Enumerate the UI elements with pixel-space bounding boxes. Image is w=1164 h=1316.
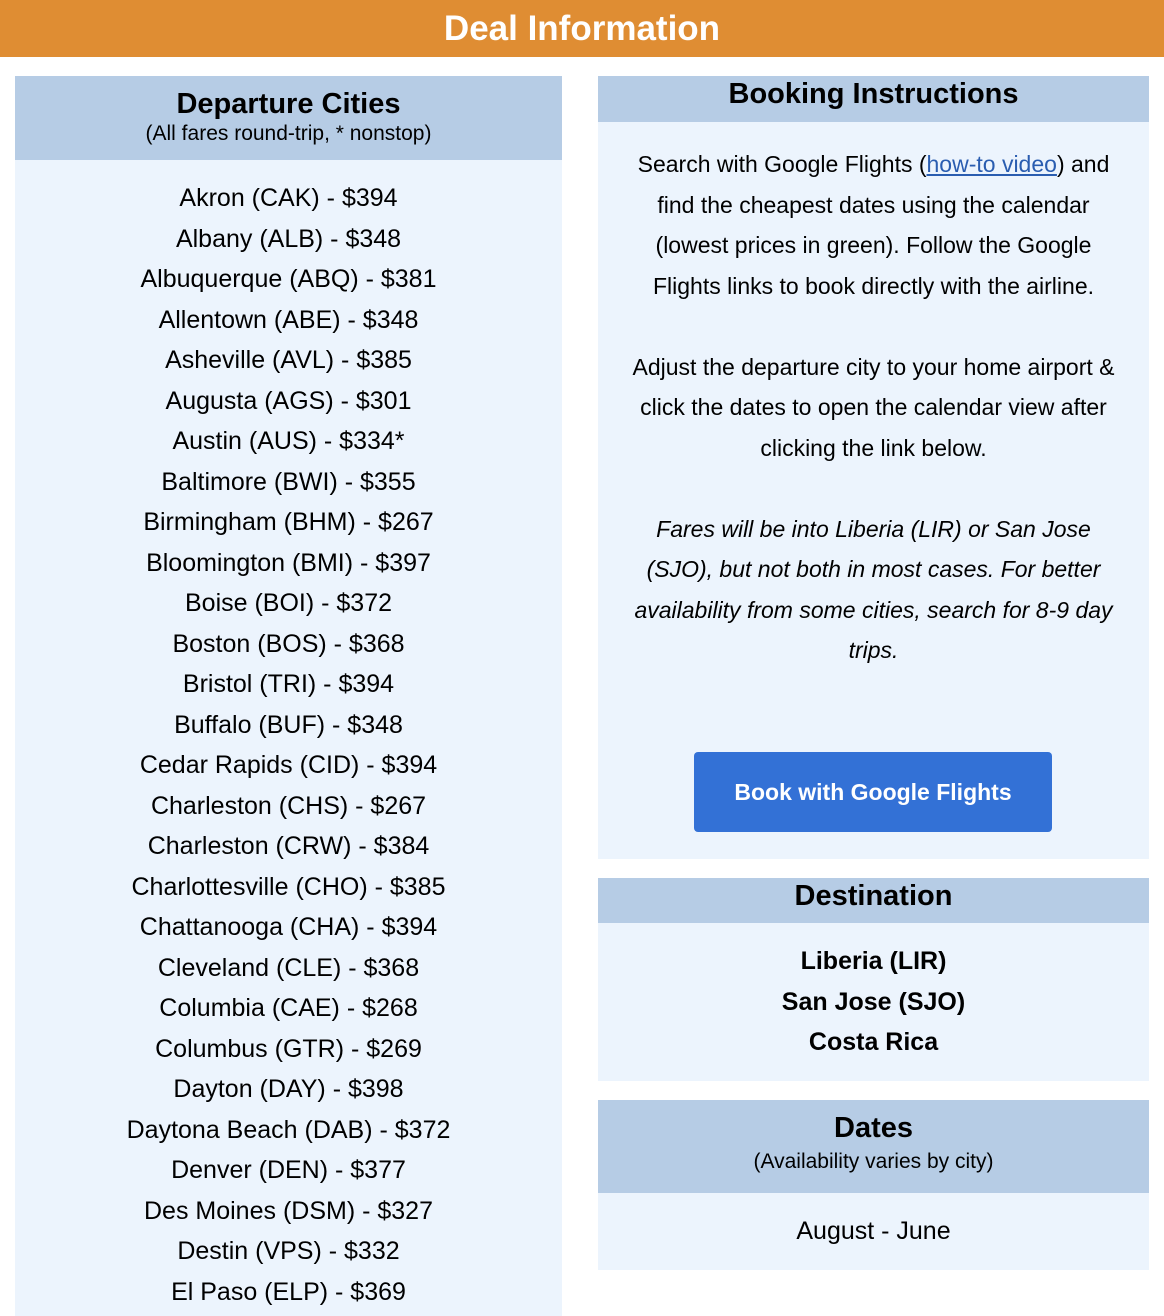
departure-city-item: Columbus (GTR) - $269: [155, 1034, 422, 1063]
dates-subtitle: (Availability varies by city): [753, 1150, 994, 1173]
departure-cities-title: Departure Cities: [176, 88, 401, 120]
departure-city-item: Charleston (CHS) - $267: [150, 791, 427, 820]
destination-line: Costa Rica: [808, 1028, 939, 1056]
destination-line: Liberia (LIR): [800, 947, 947, 975]
destination-header: [598, 878, 1149, 923]
departure-city-list: [15, 160, 562, 1312]
departure-city-item: Destin (VPS) - $332: [177, 1237, 400, 1265]
departure-city-item: Baltimore (BWI) - $355: [161, 467, 416, 496]
departure-cities-header: [15, 76, 562, 160]
destination-title: Destination: [794, 880, 953, 912]
booking-instructions-body: [598, 122, 1149, 671]
deal-information-header: [0, 0, 1164, 57]
dates-value: August - June: [796, 1217, 951, 1245]
departure-city-item: El Paso (ELP) - $369: [171, 1277, 406, 1306]
departure-city-item: Dayton (DAY) - $398: [173, 1075, 404, 1103]
departure-cities-subtitle: (All fares round-trip, * nonstop): [145, 122, 432, 145]
booking-text: ) and find the cheapest dates using the calendar (lowest prices in green). Follow the Google Flights links to book directly with the airline.: [652, 151, 1110, 299]
book-with-google-flights-button[interactable]: Book with Google Flights: [694, 752, 1052, 832]
header-title: Deal Information: [443, 8, 721, 48]
departure-city-item: Austin (AUS) - $334*: [172, 427, 405, 455]
booking-paragraph-search: [630, 144, 1117, 306]
departure-city-item: Columbia (CAE) - $268: [159, 994, 418, 1022]
departure-city-item: Charlottesville (CHO) - $385: [131, 872, 446, 901]
departure-city-item: Denver (DEN) - $377: [171, 1156, 406, 1184]
booking-instructions-title: Booking Instructions: [728, 78, 1019, 110]
booking-paragraph-adjust: Adjust the departure city to your home airport & click the dates to open the calendar view after clicking the link below.: [632, 353, 1115, 461]
dates-header: [598, 1100, 1149, 1193]
departure-city-item: Augusta (AGS) - $301: [165, 386, 412, 415]
departure-city-item: Akron (CAK) - $394: [179, 184, 398, 212]
departure-city-item: Asheville (AVL) - $385: [165, 346, 412, 374]
booking-instructions-header: [598, 76, 1149, 122]
dates-panel: [598, 1100, 1149, 1270]
destination-line: San Jose (SJO): [781, 987, 966, 1016]
departure-city-item: Bristol (TRI) - $394: [182, 670, 395, 698]
departure-city-item: Cleveland (CLE) - $368: [157, 953, 420, 982]
departure-city-item: Albany (ALB) - $348: [175, 224, 402, 253]
departure-city-item: Charleston (CRW) - $384: [147, 832, 430, 860]
destination-panel: [598, 878, 1149, 1081]
dates-title: Dates: [834, 1112, 913, 1144]
departure-city-item: Albuquerque (ABQ) - $381: [140, 265, 437, 293]
departure-city-item: Birmingham (BHM) - $267: [143, 508, 434, 536]
departure-city-item: Buffalo (BUF) - $348: [174, 710, 403, 739]
how-to-video-link[interactable]: how-to video: [926, 151, 1057, 177]
departure-city-item: Daytona Beach (DAB) - $372: [126, 1115, 451, 1144]
booking-instructions-panel: [598, 76, 1149, 859]
departure-city-item: Bloomington (BMI) - $397: [146, 548, 431, 577]
departure-city-item: Chattanooga (CHA) - $394: [139, 913, 438, 941]
booking-paragraph-fares-note: Fares will be into Liberia (LIR) or San Jose (SJO), but not both in most cases. For better availability from some cities, search for 8-9 day trips.: [634, 515, 1113, 663]
destination-body: [598, 923, 1149, 1063]
booking-text: Search with Google Flights (: [637, 151, 927, 177]
departure-city-item: Cedar Rapids (CID) - $394: [139, 751, 438, 779]
departure-city-item: Des Moines (DSM) - $327: [144, 1196, 433, 1225]
departure-cities-panel: [15, 76, 562, 1316]
departure-city-item: Allentown (ABE) - $348: [158, 305, 419, 334]
departure-city-item: Boise (BOI) - $372: [184, 589, 393, 617]
departure-city-item: Boston (BOS) - $368: [172, 629, 405, 658]
